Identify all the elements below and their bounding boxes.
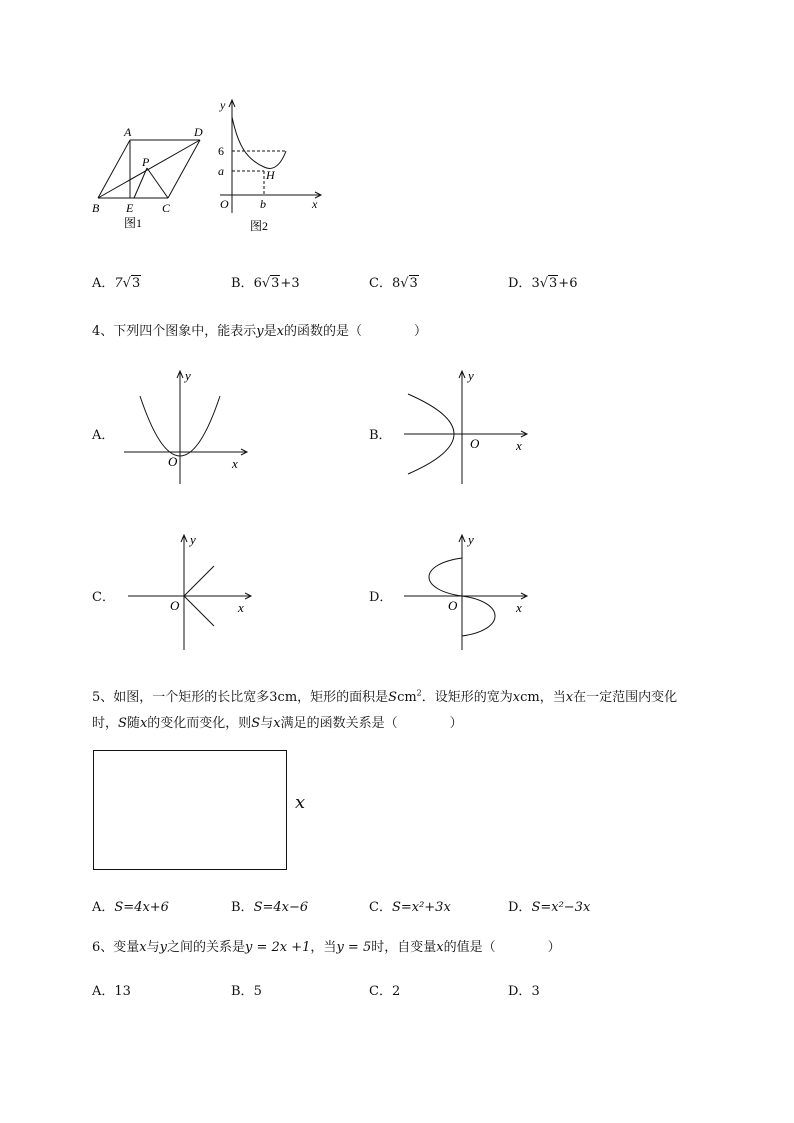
q4-graph-b[interactable] xyxy=(400,366,535,488)
q5-option-b[interactable]: B．S=4x−6 xyxy=(231,900,309,915)
diagonal-bd xyxy=(98,140,200,198)
label-o: O xyxy=(170,598,180,613)
label-h: H xyxy=(266,168,275,182)
q6-option-b[interactable]: B．5 xyxy=(231,984,262,999)
q3-figure-2 xyxy=(210,95,335,240)
q5-option-d[interactable]: D．S=x²−3x xyxy=(508,900,591,915)
q6-option-d[interactable]: D．3 xyxy=(508,984,540,999)
label-x: x xyxy=(516,438,522,453)
label-o: O xyxy=(470,436,480,451)
q4-graph-d[interactable] xyxy=(400,530,535,655)
label-x: x xyxy=(312,197,318,211)
label-x: x xyxy=(516,600,522,615)
q5-stem-line1: 5、如图，一个矩形的长比宽多3cm，矩形的面积是Scm$^2$．设矩形的宽为xcm，当x在一定范围内变化 xyxy=(92,688,678,705)
q6-option-c[interactable]: C．2 xyxy=(369,984,401,999)
q5-rect-width-label: x xyxy=(295,792,306,813)
label-x: x xyxy=(238,600,244,615)
q3-option-d[interactable]: D．3√3+6 xyxy=(508,276,578,291)
label-e: E xyxy=(126,201,134,215)
label-x: x xyxy=(232,456,238,471)
ray-up xyxy=(184,566,214,596)
caption-fig2: 图2 xyxy=(250,219,269,233)
label-d: D xyxy=(194,125,203,139)
ray-down xyxy=(184,596,214,626)
label-p: P xyxy=(142,155,150,169)
label-six: 6 xyxy=(218,144,224,158)
label-c: C xyxy=(162,201,171,215)
q4-option-d-label[interactable]: D． xyxy=(369,590,393,605)
q3-option-a[interactable]: A．7√3 xyxy=(92,276,141,291)
q5-stem-line2: 时，S随x的变化而变化，则S与x满足的函数关系是（ ） xyxy=(92,716,463,731)
label-o: O xyxy=(168,454,178,469)
segment-pe xyxy=(134,168,147,198)
label-a: A xyxy=(124,125,132,139)
label-a-axis: a xyxy=(218,164,224,178)
label-b: B xyxy=(92,201,100,215)
q4-graph-c[interactable] xyxy=(124,530,259,655)
q4-option-c-label[interactable]: C． xyxy=(92,590,115,605)
curve xyxy=(232,117,286,168)
label-b-axis: b xyxy=(260,197,266,211)
label-y: y xyxy=(468,368,474,383)
q4-option-b-label[interactable]: B． xyxy=(369,428,392,443)
label-y: y xyxy=(468,532,474,547)
q5-option-a[interactable]: A．S=4x+6 xyxy=(92,900,169,915)
q5-option-c[interactable]: C．S=x²+3x xyxy=(369,900,451,915)
q4-stem: 4、下列四个图象中，能表示y是x的函数的是（ ） xyxy=(92,324,428,339)
q6-stem: 6、变量x与y之间的关系是y = 2x +1，当y = 5时，自变量x的值是（ ） xyxy=(92,940,561,955)
label-y: y xyxy=(190,532,196,547)
q6-option-a[interactable]: A．13 xyxy=(92,984,131,999)
label-o: O xyxy=(220,197,229,211)
label-y: y xyxy=(220,98,226,112)
q5-rectangle xyxy=(93,750,287,870)
segment-pc xyxy=(147,168,168,198)
label-y: y xyxy=(185,368,191,383)
label-o: O xyxy=(448,598,458,613)
q4-option-a-label[interactable]: A． xyxy=(92,428,115,443)
q3-option-b[interactable]: B．6√3+3 xyxy=(231,276,300,291)
q4-graph-a[interactable] xyxy=(120,366,255,488)
q3-option-c[interactable]: C．8√3 xyxy=(369,276,418,291)
caption-fig1: 图1 xyxy=(124,216,143,230)
q3-figure-1 xyxy=(88,120,218,235)
